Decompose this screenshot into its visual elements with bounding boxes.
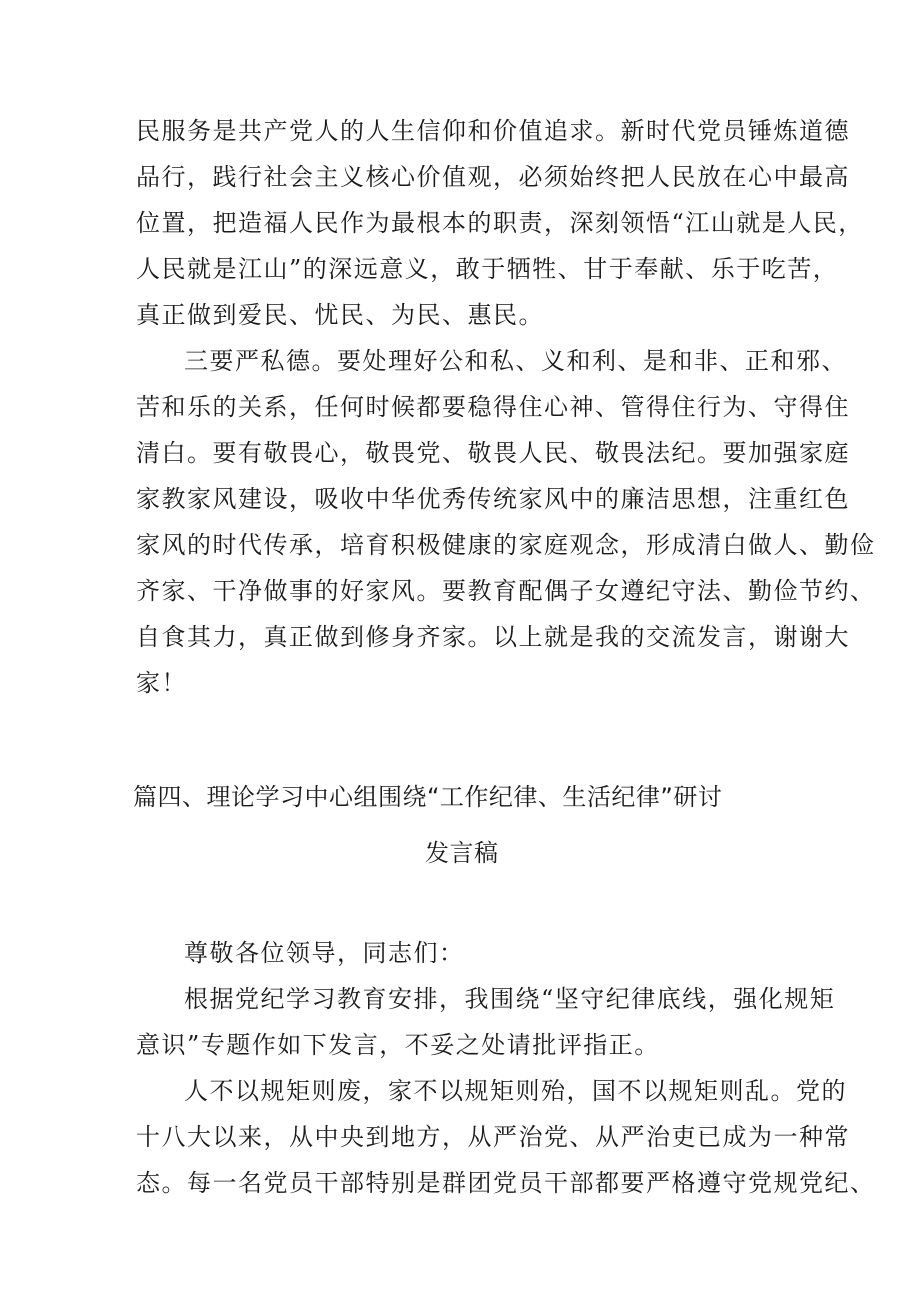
text-line: 意识”专题作如下发言，不妥之处请批评指正。 bbox=[136, 1031, 660, 1059]
text-line: 家风的时代传承，培育积极健康的家庭观念，形成清白做人、勤俭 bbox=[136, 531, 876, 559]
greeting: 尊敬各位领导，同志们： bbox=[184, 939, 465, 967]
text-line: 清白。要有敬畏心，敬畏党、敬畏人民、敬畏法纪。要加强家庭 bbox=[136, 439, 850, 467]
heading-line-2: 发言稿 bbox=[425, 839, 499, 867]
text-line: 自食其力，真正做到修身齐家。以上就是我的交流发言，谢谢大 bbox=[136, 623, 850, 651]
text-line: 人不以规矩则废，家不以规矩则殆，国不以规矩则乱。党的 bbox=[184, 1077, 847, 1105]
text-line: 十八大以来，从中央到地方，从严治党、从严治吏已成为一种常 bbox=[136, 1123, 850, 1151]
text-line: 苦和乐的关系，任何时候都要稳得住心神、管得住行为、守得住 bbox=[136, 393, 850, 421]
text-line: 真正做到爱民、忧民、为民、惠民。 bbox=[136, 301, 544, 329]
text-line: 根据党纪学习教育安排，我围绕“坚守纪律底线，强化规矩 bbox=[184, 985, 836, 1013]
text-line: 齐家、干净做事的好家风。要教育配偶子女遵纪守法、勤俭节约、 bbox=[136, 577, 876, 605]
heading-line-1: 篇四、理论学习中心组围绕“工作纪律、生活纪律”研讨 bbox=[133, 783, 723, 811]
text-line: 态。每一名党员干部特别是群团党员干部都要严格遵守党规党纪、 bbox=[136, 1169, 876, 1197]
text-line: 品行，践行社会主义核心价值观，必须始终把人民放在心中最高 bbox=[136, 163, 850, 191]
text-line: 人民就是江山”的深远意义，敢于牺牲、甘于奉献、乐于吃苦， bbox=[136, 255, 839, 283]
text-line: 位置，把造福人民作为最根本的职责，深刻领悟“江山就是人民， bbox=[136, 209, 864, 237]
text-line: 三要严私德。要处理好公和私、义和利、是和非、正和邪、 bbox=[184, 347, 847, 375]
text-line: 家！ bbox=[136, 669, 187, 697]
text-line: 家教家风建设，吸收中华优秀传统家风中的廉洁思想，注重红色 bbox=[136, 485, 850, 513]
text-line: 民服务是共产党人的人生信仰和价值追求。新时代党员锤炼道德 bbox=[136, 117, 850, 145]
